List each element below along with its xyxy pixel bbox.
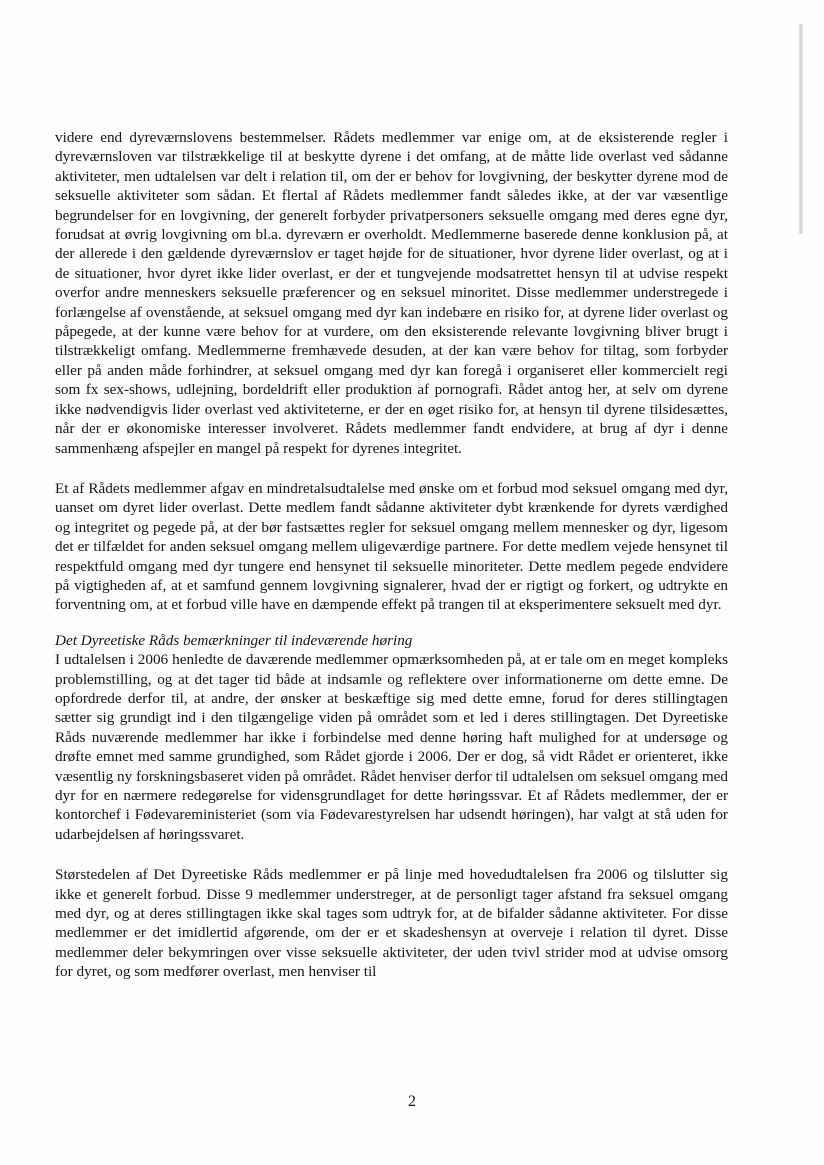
page-number: 2 [408, 1093, 416, 1110]
section-heading: Det Dyreetiske Råds bemærkninger til indeværende høring [55, 631, 413, 649]
paragraph-majority-position: Størstedelen af Det Dyreetiske Råds medlemmer er på linje med hovedudtalelsen fra 2006 og tilslutter sig ikke et generelt forbud. Disse 9 medlemmer understreger, at de personligt tager afstand fra seksuel omgang med dyr, og at deres stillingtagen ikke skal tages som udtryk for, at de bifalder sådanne aktiviteter. For disse medlemmer er det imidlertid afgørende, om der er et skadeshensyn at overveje i relation til dyret. Disse medlemmer deler bekymringen over visse seksuelle aktiviteter, der uden tvivl strider mod at udvise omsorg for dyret, og som medfører overlast, men henviser til [55, 866, 728, 981]
document-body [55, 128, 728, 982]
paragraph-minority-opinion: Et af Rådets medlemmer afgav en mindretalsudtalelse med ønske om et forbud mod seksuel omgang med dyr, uanset om dyret lider overlast. Dette medlem fandt sådanne aktiviteter dybt krænkende for dyrets værdighed og integritet og pegede på, at der bør fastsættes regler for seksuel omgang mellem mennesker og dyr, ligesom det er tilfældet for anden seksuel omgang mellem uligeværdige partnere. For dette medlem vejede hensynet til respektfuld omgang med dyr tungere end hensynet til seksuelle minoriteter. Dette medlem pegede endvidere på vigtigheden af, at et samfund gennem lovgivning signalerer, hvad der er rigtigt og forkert, og udtrykte en forventning om, at et forbud ville have en dæmpende effekt på trangen til at eksperimentere seksuelt med dyr. [55, 479, 728, 614]
paragraph-council-remarks: I udtalelsen i 2006 henledte de daværende medlemmer opmærksomheden på, at er tale om en meget kompleks problemstilling, og at det tager tid både at indsamle og reflektere over informationerne om dette emne. De opfordrede derfor til, at andre, der ønsker at beskæftige sig med dette emne, forud for deres stillingtagen sætter sig grundigt ind i den tilgængelige viden på området som et led i deres stillingtagen. Det Dyreetiske Råds nuværende medlemmer har ikke i forbindelse med denne høring haft mulighed for at undersøge og drøfte emnet med samme grundighed, som Rådet gjorde i 2006. Der er dog, så vidt Rådet er orienteret, ikke væsentlig ny forskningsbaseret viden på området. Rådet henviser derfor til udtalelsen om seksuel omgang med dyr for en nærmere redegørelse for vidensgrundlaget for dette høringssvar. Et af Rådets medlemmer, der er kontorchef i Fødevareministeriet (som via Fødevarestyrelsen har udsendt høringen), har valgt at stå uden for udarbejdelsen af høringssvaret. [55, 651, 728, 843]
scan-edge-shadow [799, 24, 803, 234]
paragraph-continuation: videre end dyreværnslovens bestemmelser. Rådets medlemmer var enige om, at de eksisterende regler i dyreværnsloven var tilstrækkelige til at beskytte dyrene i det omfang, at de måtte lide overlast ved sådanne aktiviteter, men udtalelsen var delt i relation til, om der er behov for lovgivning, der beskytter dyrene mod de seksuelle aktiviteter som sådan. Et flertal af Rådets medlemmer fandt således ikke, at der var væsentlige begrundelser for en lovgivning, der generelt forbyder privatpersoners seksuelle omgang med deres egne dyr, forudsat at øvrig lovgivning om bl.a. dyreværn er overholdt. Medlemmerne baserede denne konklusion på, at der allerede i den gældende dyreværnslov er taget højde for de situationer, hvor dyrene lider overlast, og at i de situationer, hvor dyret ikke lider overlast, er der et tungvejende modsatrettet hensyn til at udvise respekt overfor andre menneskers seksuelle præferencer og en seksuel minoritet. Disse medlemmer understregede i forlængelse af ovenstående, at seksuel omgang med dyr kan indebære en risiko for, at dyrene lider overlast og påpegede, at der kunne være behov for at vurdere, om den eksisterende relevante lovgivning bliver brugt i tilstrækkeligt omfang. Medlemmerne fremhævede desuden, at der kan være behov for tiltag, som forbyder eller på anden måde forhindrer, at seksuel omgang med dyr kan foregå i organiseret eller kommercielt regi som fx sex-shows, udlejning, bordeldrift eller produktion af pornografi. Rådet antog her, at selv om dyrene ikke nødvendigvis lider overlast ved aktiviteterne, er der en øget risiko for, at hensyn til dyrene tilsidesættes, når der er økonomiske interesser involveret. Rådets medlemmer fandt endvidere, at brug af dyr i denne sammenhæng afspejler en mangel på respekt for dyrenes integritet. [55, 129, 728, 457]
